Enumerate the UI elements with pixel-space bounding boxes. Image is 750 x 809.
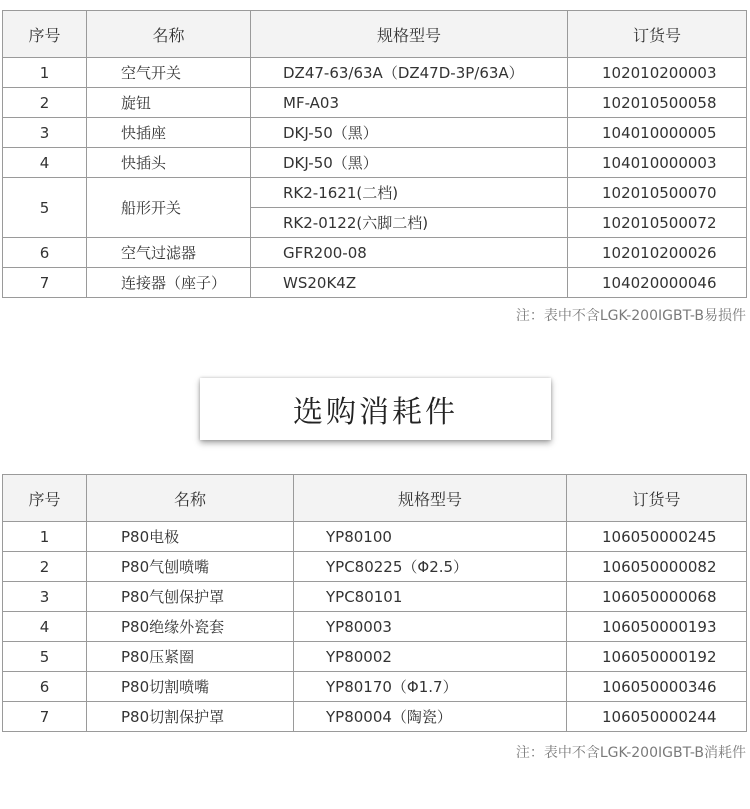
row-spec: YPC80101 <box>294 582 567 612</box>
row-name: P80压紧圈 <box>87 642 294 672</box>
row-order: 102010200026 <box>568 238 747 268</box>
row-no: 4 <box>3 148 87 178</box>
row-name: 快插头 <box>87 148 251 178</box>
table-row <box>3 642 747 672</box>
row-order: 106050000068 <box>567 582 747 612</box>
row-spec: DKJ-50（黑） <box>251 118 568 148</box>
table-row <box>3 268 747 298</box>
row-order: 106050000082 <box>567 552 747 582</box>
row-no: 7 <box>3 268 87 298</box>
row-order: 104020000046 <box>568 268 747 298</box>
row-no: 1 <box>3 522 87 552</box>
row-spec: RK2-1621(二档) <box>251 178 568 208</box>
spare-parts-table <box>2 10 747 298</box>
row-no: 4 <box>3 612 87 642</box>
table-row <box>3 672 747 702</box>
row-order: 104010000003 <box>568 148 747 178</box>
consumables-table <box>2 474 747 732</box>
row-spec: RK2-0122(六脚二档) <box>251 208 568 238</box>
row-order: 102010500070 <box>568 178 747 208</box>
row-spec: YPC80225（Φ2.5） <box>294 552 567 582</box>
row-order: 106050000193 <box>567 612 747 642</box>
row-name: P80电极 <box>87 522 294 552</box>
table-row <box>3 582 747 612</box>
row-name: P80切割喷嘴 <box>87 672 294 702</box>
row-spec: YP80004（陶瓷） <box>294 702 567 732</box>
row-no: 6 <box>3 238 87 268</box>
row-name: 旋钮 <box>87 88 251 118</box>
row-order: 106050000245 <box>567 522 747 552</box>
table-row <box>3 148 747 178</box>
table-row <box>3 612 747 642</box>
header-no: 序号 <box>3 11 87 58</box>
row-no: 3 <box>3 582 87 612</box>
table-row <box>3 702 747 732</box>
row-name: P80气刨保护罩 <box>87 582 294 612</box>
row-order: 104010000005 <box>568 118 747 148</box>
header-name: 名称 <box>87 11 251 58</box>
header-spec: 规格型号 <box>294 475 567 522</box>
row-name: 船形开关 <box>87 178 251 238</box>
header-order: 订货号 <box>568 11 747 58</box>
row-name: 空气过滤器 <box>87 238 251 268</box>
table-row <box>3 118 747 148</box>
row-spec: MF-A03 <box>251 88 568 118</box>
table-row <box>3 522 747 552</box>
row-name: 连接器（座子） <box>87 268 251 298</box>
row-spec: DZ47-63/63A（DZ47D-3P/63A） <box>251 58 568 88</box>
row-no: 5 <box>3 178 87 238</box>
table-note: 注：表中不含LGK-200IGBT-B易损件 <box>515 308 746 324</box>
row-order: 102010500072 <box>568 208 747 238</box>
row-no: 5 <box>3 642 87 672</box>
row-name: P80气刨喷嘴 <box>87 552 294 582</box>
table-row <box>3 238 747 268</box>
row-name: P80切割保护罩 <box>87 702 294 732</box>
row-name: P80绝缘外瓷套 <box>87 612 294 642</box>
row-order: 102010200003 <box>568 58 747 88</box>
header-name: 名称 <box>87 475 294 522</box>
row-no: 1 <box>3 58 87 88</box>
header-no: 序号 <box>3 475 87 522</box>
row-order: 106050000192 <box>567 642 747 672</box>
header-order: 订货号 <box>567 475 747 522</box>
header-spec: 规格型号 <box>251 11 568 58</box>
row-no: 7 <box>3 702 87 732</box>
row-spec: WS20K4Z <box>251 268 568 298</box>
row-spec: YP80170（Φ1.7） <box>294 672 567 702</box>
row-spec: YP80002 <box>294 642 567 672</box>
row-no: 6 <box>3 672 87 702</box>
row-spec: GFR200-08 <box>251 238 568 268</box>
table-header-row <box>3 11 747 58</box>
table-row <box>3 58 747 88</box>
section-title-banner: 选购消耗件 <box>200 378 551 440</box>
row-order: 106050000244 <box>567 702 747 732</box>
row-no: 2 <box>3 552 87 582</box>
row-order: 102010500058 <box>568 88 747 118</box>
table-row <box>3 88 747 118</box>
row-spec: DKJ-50（黑） <box>251 148 568 178</box>
table-row <box>3 552 747 582</box>
row-name: 空气开关 <box>87 58 251 88</box>
row-spec: YP80100 <box>294 522 567 552</box>
table-note: 注：表中不含LGK-200IGBT-B消耗件 <box>515 745 746 761</box>
table-row <box>3 178 747 208</box>
row-name: 快插座 <box>87 118 251 148</box>
row-no: 2 <box>3 88 87 118</box>
row-spec: YP80003 <box>294 612 567 642</box>
table-header-row <box>3 475 747 522</box>
row-order: 106050000346 <box>567 672 747 702</box>
row-no: 3 <box>3 118 87 148</box>
